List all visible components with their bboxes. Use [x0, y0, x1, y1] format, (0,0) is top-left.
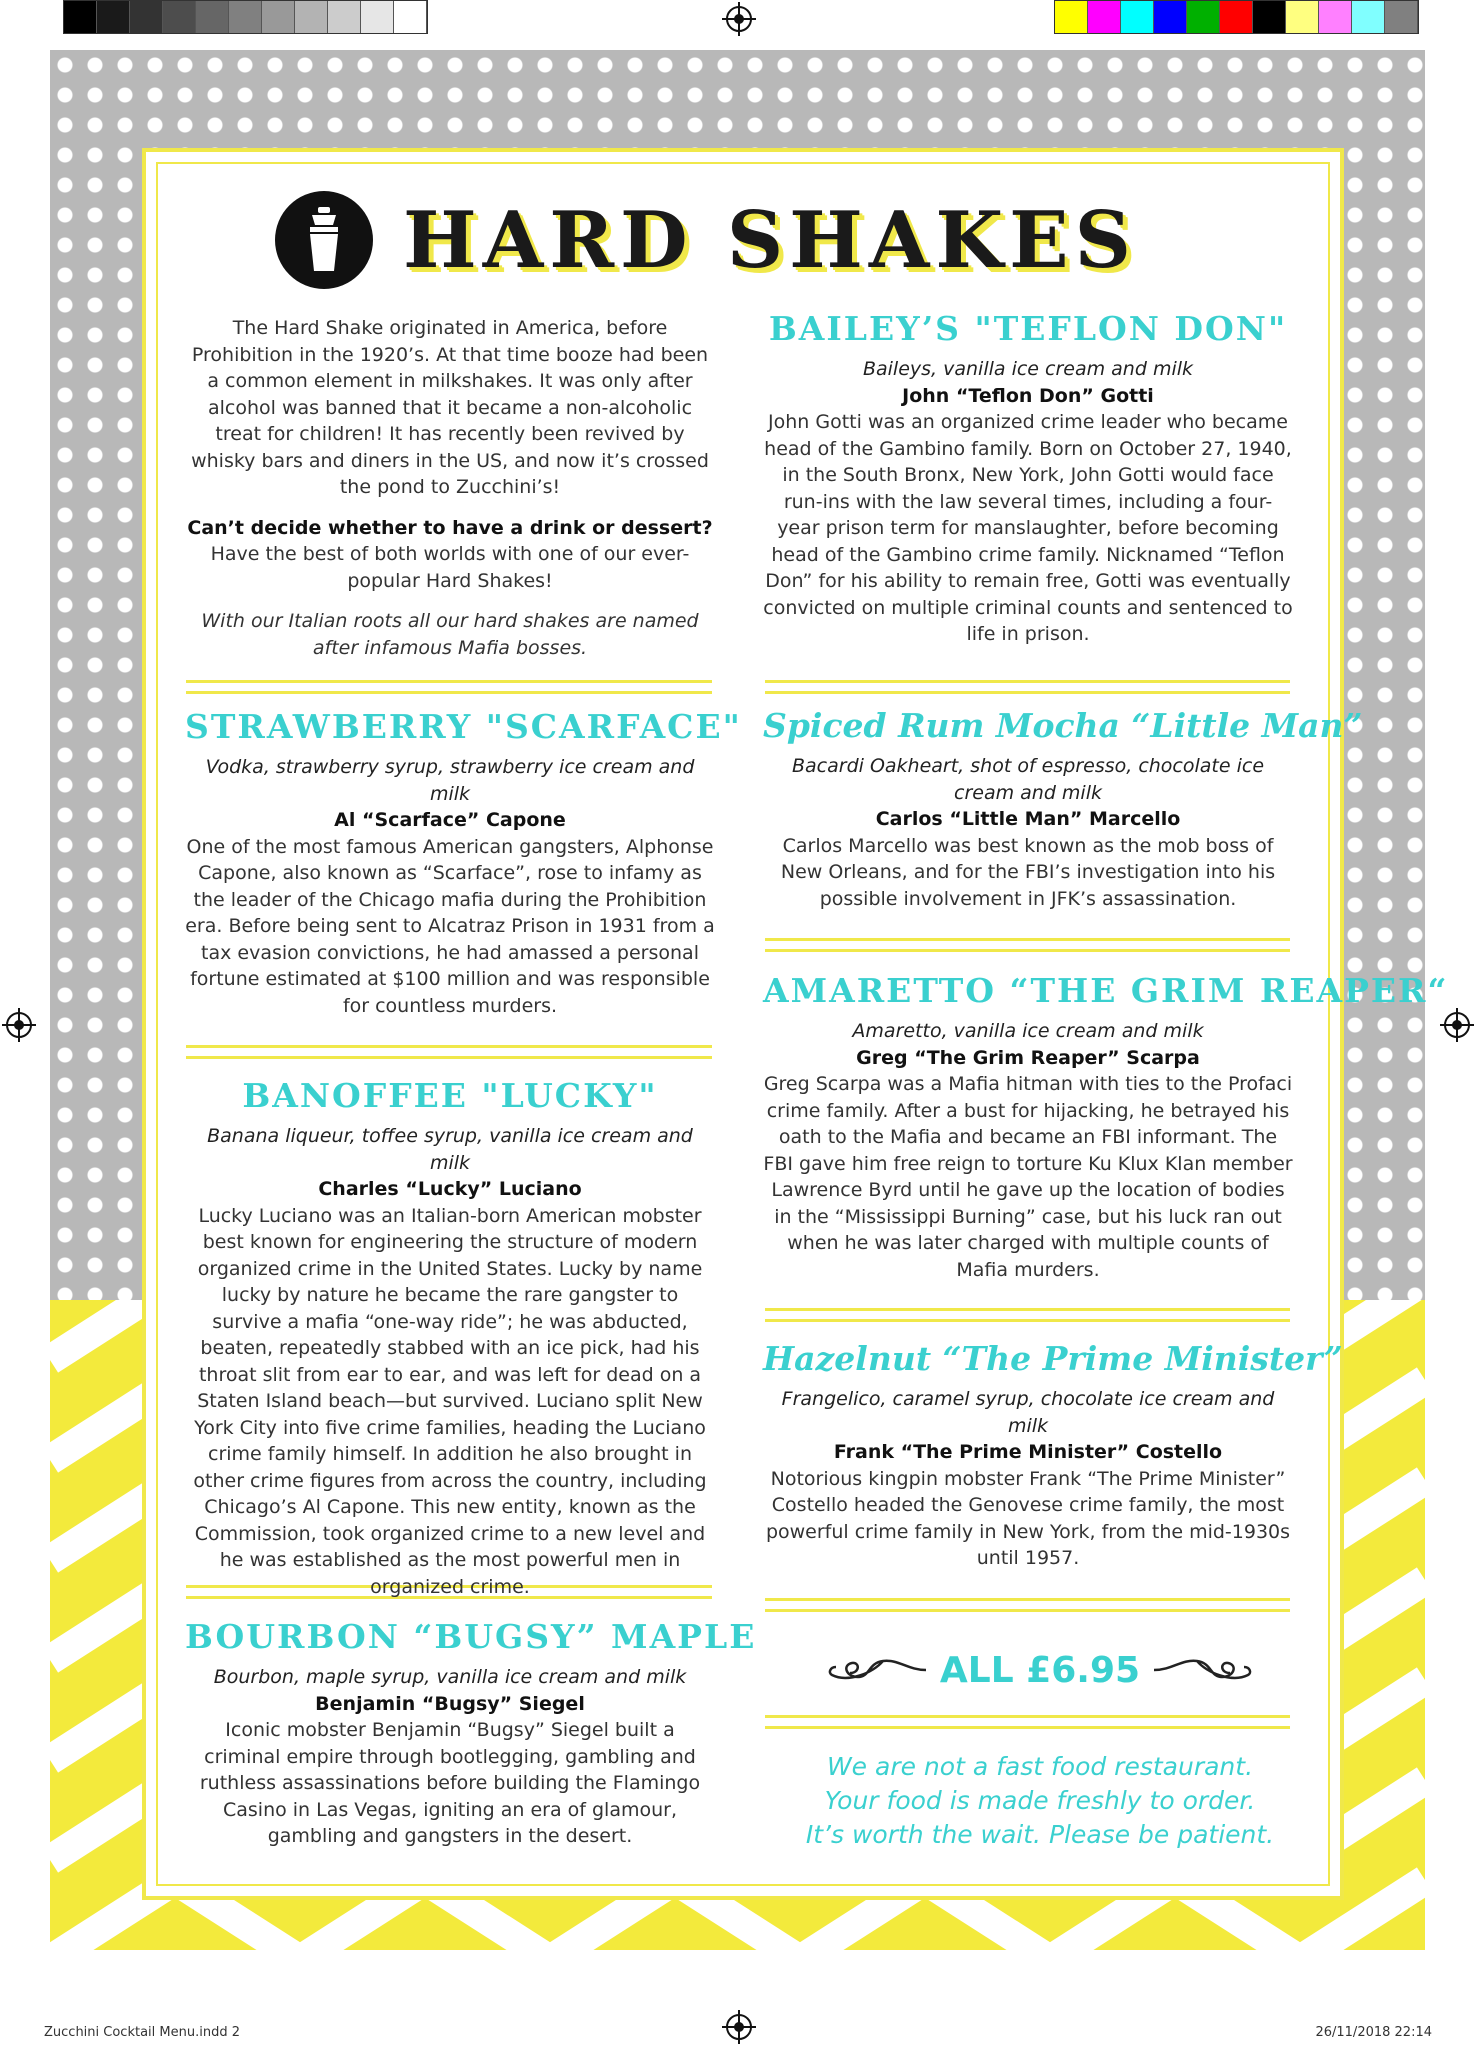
- flourish-right-icon: [1152, 1655, 1252, 1685]
- item-story: One of the most famous American gangsters, Alphonse Capone, also known as “Scarface”, rose to infamy as the leader of the Chicago mafia during the Prohibition era. Before being sent to Alcatraz Prison in 1931 from a tax evasion convictions, he had amassed a personal fortune estimated at $100 million and was responsible for countless murders.: [185, 835, 715, 1017]
- item-ingredients: Frangelico, caramel syrup, chocolate ice cream and milk: [781, 1388, 1275, 1437]
- divider: [765, 1715, 1290, 1729]
- item-story: Notorious kingpin mobster Frank “The Prime Minister” Costello headed the Genovese crime family, the most powerful crime family in New York, from the mid-1930s until 1957.: [765, 1467, 1291, 1569]
- page-title: HARD SHAKES: [403, 194, 1137, 286]
- intro-section: [185, 315, 715, 661]
- color-swatch: [1055, 1, 1088, 33]
- grey-swatch: [64, 1, 97, 33]
- registration-mark-top-icon: [726, 6, 752, 32]
- menu-item-bugsy: [185, 1616, 757, 1850]
- item-title: STRAWBERRY "SCARFACE": [185, 707, 742, 746]
- registration-mark-bottom-icon: [726, 2014, 752, 2040]
- item-ingredients: Bacardi Oakheart, shot of espresso, chocolate ice cream and milk: [791, 755, 1265, 804]
- color-swatch: [1088, 1, 1121, 33]
- item-title: BOURBON “BUGSY” MAPLE: [185, 1617, 757, 1656]
- grey-swatch: [262, 1, 295, 33]
- intro-note: With our Italian roots all our hard shakes are named after infamous Mafia bosses.: [201, 610, 699, 659]
- divider: [765, 938, 1290, 952]
- grey-swatch: [97, 1, 130, 33]
- color-swatch: [1187, 1, 1220, 33]
- cocktail-shaker-icon: [275, 191, 373, 289]
- grey-swatch: [328, 1, 361, 33]
- intro-question: Can’t decide whether to have a drink or dessert?: [187, 516, 713, 539]
- item-boss: Al “Scarface” Capone: [334, 809, 566, 831]
- item-title: BANOFFEE "LUCKY": [242, 1076, 658, 1115]
- item-ingredients: Vodka, strawberry syrup, strawberry ice cream and milk: [205, 756, 695, 805]
- item-story: Carlos Marcello was best known as the mob boss of New Orleans, and for the FBI’s investigation into his possible involvement in JFK’s assassination.: [780, 834, 1276, 910]
- notice-line: It’s worth the wait. Please be patient.: [805, 1820, 1275, 1849]
- grey-swatch: [361, 1, 394, 33]
- grey-swatch: [163, 1, 196, 33]
- grey-swatch: [196, 1, 229, 33]
- item-boss: John “Teflon Don” Gotti: [902, 384, 1154, 407]
- color-swatch: [1385, 1, 1418, 33]
- color-swatch: [1154, 1, 1187, 33]
- menu-item-little-man: [763, 705, 1363, 912]
- registration-mark-right-icon: [1444, 1012, 1470, 1038]
- color-swatch: [1121, 1, 1154, 33]
- footer-timestamp: 26/11/2018 22:14: [1315, 2025, 1432, 2040]
- menu-item-scarface: [185, 706, 742, 1019]
- color-swatch: [1253, 1, 1286, 33]
- grey-swatch: [295, 1, 328, 33]
- price-banner: [820, 1645, 1260, 1695]
- item-story: Iconic mobster Benjamin “Bugsy” Siegel built a criminal empire through bootlegging, gambling and ruthless assassinations before building the Flamingo Casino in Las Vegas, igniting an era of glamour, gambling and gangsters in the desert.: [199, 1719, 701, 1847]
- color-swatch: [1286, 1, 1319, 33]
- greyscale-swatches: [63, 0, 428, 34]
- menu-item-prime-minister: [763, 1338, 1343, 1572]
- flourish-left-icon: [828, 1655, 928, 1685]
- intro-paragraph: The Hard Shake originated in America, before Prohibition in the 1920’s. At that time booze had been a common element in milkshakes. It was only after alcohol was banned that it became a non-alcoholic treat for children! It has recently been revived by whisky bars and diners in the US, and now it’s crossed the pond to Zucchini’s!: [191, 317, 709, 498]
- item-title: Hazelnut “The Prime Minister”: [763, 1339, 1343, 1378]
- patience-notice: [780, 1750, 1300, 1852]
- divider: [765, 680, 1290, 694]
- price-label: ALL £6.95: [939, 1649, 1141, 1691]
- registration-mark-left-icon: [6, 1012, 32, 1038]
- notice-line: Your food is made freshly to order.: [824, 1786, 1256, 1815]
- item-boss: Greg “The Grim Reaper” Scarpa: [856, 1046, 1200, 1069]
- item-boss: Charles “Lucky” Luciano: [318, 1178, 582, 1200]
- item-ingredients: Amaretto, vanilla ice cream and milk: [852, 1020, 1204, 1042]
- item-boss: Benjamin “Bugsy” Siegel: [315, 1692, 585, 1715]
- item-title: AMARETTO “THE GRIM REAPER“: [763, 971, 1449, 1010]
- footer-filename: Zucchini Cocktail Menu.indd 2: [44, 2025, 240, 2040]
- item-boss: Frank “The Prime Minister” Costello: [833, 1441, 1223, 1463]
- menu-item-teflon-don: [763, 308, 1293, 648]
- item-story: Lucky Luciano was an Italian-born American mobster best known for engineering the structure of modern organized crime in the United States. Lucky by name lucky by nature he became the rare gangster to survive a mafia “one-way ride”; he was abducted, beaten, repeatedly stabbed with an ice pick, had his throat slit from ear to ear, and was left for dead on a Staten Island beach—but survived. Luciano split New York City into five crime families, heading the Luciano crime family himself. In addition he also brought in other crime figures from across the country, including Chicago’s Al Capone. This new entity, known as the Commission, took organized crime to a new level and he was established as the most powerful men in organized crime.: [193, 1204, 707, 1598]
- menu-item-lucky: [185, 1075, 715, 1600]
- grey-swatch: [229, 1, 262, 33]
- color-swatch: [1220, 1, 1253, 33]
- item-boss: Carlos “Little Man” Marcello: [875, 808, 1181, 830]
- grey-swatch: [394, 1, 427, 33]
- divider: [765, 1308, 1290, 1322]
- color-swatch: [1319, 1, 1352, 33]
- item-ingredients: Baileys, vanilla ice cream and milk: [862, 358, 1194, 380]
- page-header: [275, 195, 1215, 285]
- item-title: BAILEY’S "TEFLON DON": [768, 309, 1288, 348]
- item-ingredients: Banana liqueur, toffee syrup, vanilla ice cream and milk: [207, 1125, 693, 1174]
- color-swatch: [1352, 1, 1385, 33]
- item-story: John Gotti was an organized crime leader who became head of the Gambino family. Born on October 27, 1940, in the South Bronx, New York, John Gotti would face run-ins with the law several times, including a four-year prison term for manslaughter, before becoming head of the Gambino crime family. Nicknamed “Teflon Don” for his ability to remain free, Gotti was eventually convicted on multiple criminal counts and sentenced to life in prison.: [763, 411, 1293, 645]
- item-story: Greg Scarpa was a Mafia hitman with ties to the Profaci crime family. After a bust for hijacking, he betrayed his oath to the Mafia and became an FBI informant. The FBI gave him free reign to torture Ku Klux Klan member Lawrence Byrd until he gave up the location of bodies in the “Mississippi Burning” case, but his luck ran out when he was later charged with multiple counts of Mafia murders.: [763, 1073, 1293, 1281]
- divider: [186, 680, 712, 694]
- menu-item-grim-reaper: [763, 970, 1449, 1283]
- item-ingredients: Bourbon, maple syrup, vanilla ice cream and milk: [213, 1666, 687, 1688]
- grey-swatch: [130, 1, 163, 33]
- notice-line: We are not a fast food restaurant.: [826, 1752, 1254, 1781]
- color-swatches: [1054, 0, 1419, 34]
- divider: [765, 1598, 1290, 1612]
- divider: [186, 1045, 712, 1059]
- item-title: Spiced Rum Mocha “Little Man”: [763, 706, 1363, 745]
- intro-answer: Have the best of both worlds with one of our ever-popular Hard Shakes!: [210, 543, 690, 592]
